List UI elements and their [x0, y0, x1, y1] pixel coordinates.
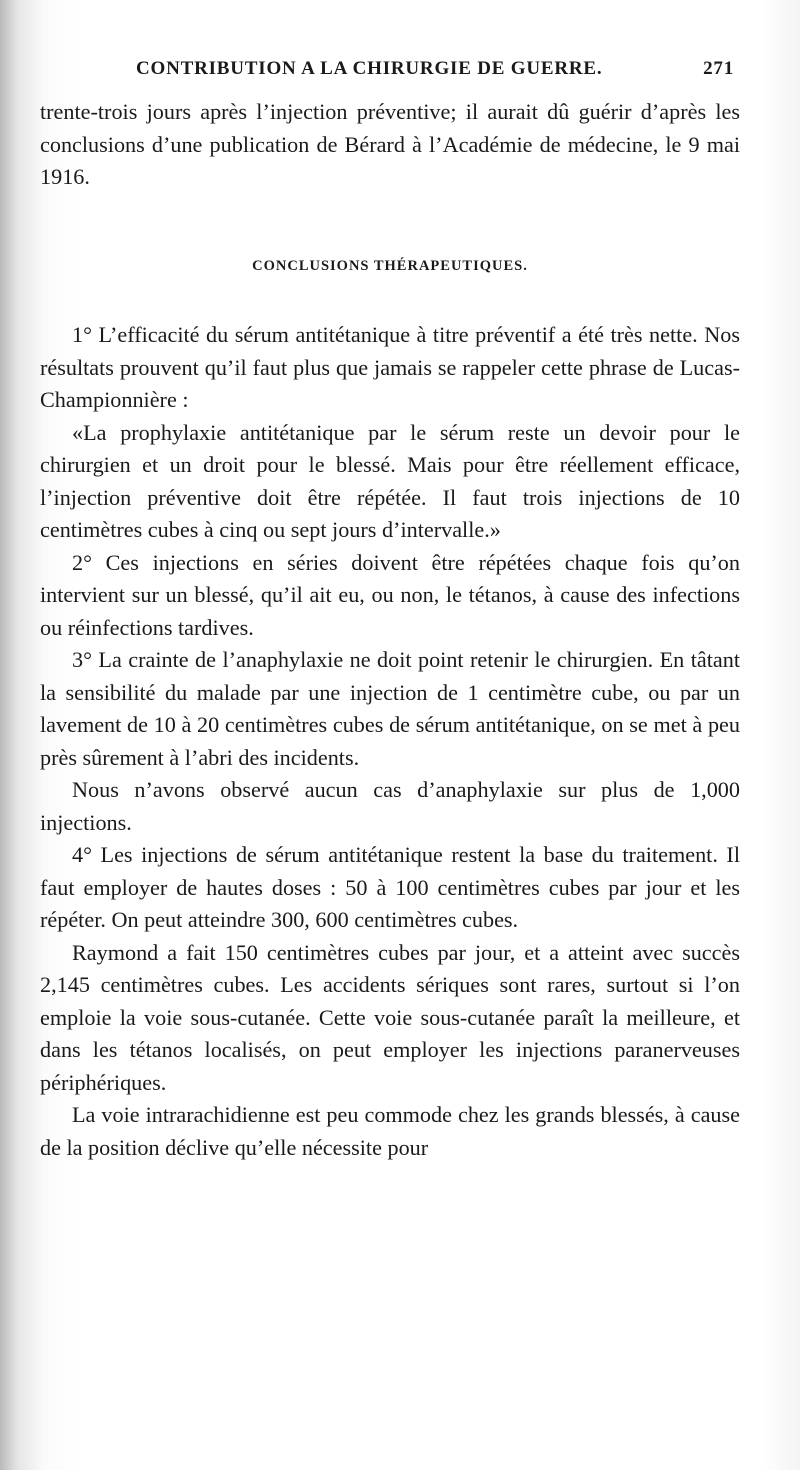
section-heading: CONCLUSIONS THÉRAPEUTIQUES.: [252, 257, 528, 274]
anaphylaxis-note: Nous n’avons observé aucun cas d’anaphylaxie sur plus de 1,000 injections.: [40, 777, 740, 835]
conclusion-3: 3° La crainte de l’anaphylaxie ne doit point retenir le chirurgien. En tâtant la sensibilité du malade par une injection de 1 centimètre cube, ou par un lavement de 10 à 20 centimètres cubes de sérum antitétanique, on se met à peu près sûrement à l’abri des incidents.: [40, 647, 740, 770]
page-header: [128, 58, 734, 90]
quotation: «La prophylaxie antitétanique par le sérum reste un devoir pour le chirurgien et un droit pour le blessé. Mais pour être réellement efficace, l’injection préventive doit être répétée. Il faut trois injections de 10 centimètres cubes à cinq ou sept jours d’intervalle.»: [40, 419, 740, 542]
conclusion-4: 4° Les injections de sérum antitétanique restent la base du traitement. Il faut employer de hautes doses : 50 à 100 centimètres cubes par jour et les répéter. On peut atteindre 300, 600 centimètres cubes.: [40, 842, 740, 932]
raymond-paragraph: Raymond a fait 150 centimètres cubes par jour, et a atteint avec succès 2,145 centimètres cubes. Les accidents sériques sont rares, surtout si l’on emploie la voie sous-cutanée. Cette voie sous-cutanée paraît la meilleure, et dans les tétanos localisés, on peut employer les injections paranerveuses périphériques.: [40, 939, 740, 1095]
page-body: [40, 96, 740, 1164]
conclusion-2: 2° Ces injections en séries doivent être répétées chaque fois qu’on intervient sur un blessé, qu’il ait eu, ou non, le tétanos, à cause des infections ou réinfections tardives.: [40, 549, 740, 640]
running-title: CONTRIBUTION A LA CHIRURGIE DE GUERRE.: [136, 58, 603, 79]
intrathecal-paragraph: La voie intrarachidienne est peu commode chez les grands blessés, à cause de la position déclive qu’elle nécessite pour: [40, 1102, 740, 1160]
paragraph-continuation: trente-trois jours après l’injection préventive; il aurait dû guérir d’après les conclusions d’une publication de Bérard à l’Académie de médecine, le 9 mai 1916.: [40, 99, 740, 189]
conclusion-1: 1° L’efficacité du sérum antitétanique à titre préventif a été très nette. Nos résultats prouvent qu’il faut plus que jamais se rappeler cette phrase de Lucas-Championnière :: [40, 322, 740, 412]
page-number: 271: [703, 58, 734, 79]
